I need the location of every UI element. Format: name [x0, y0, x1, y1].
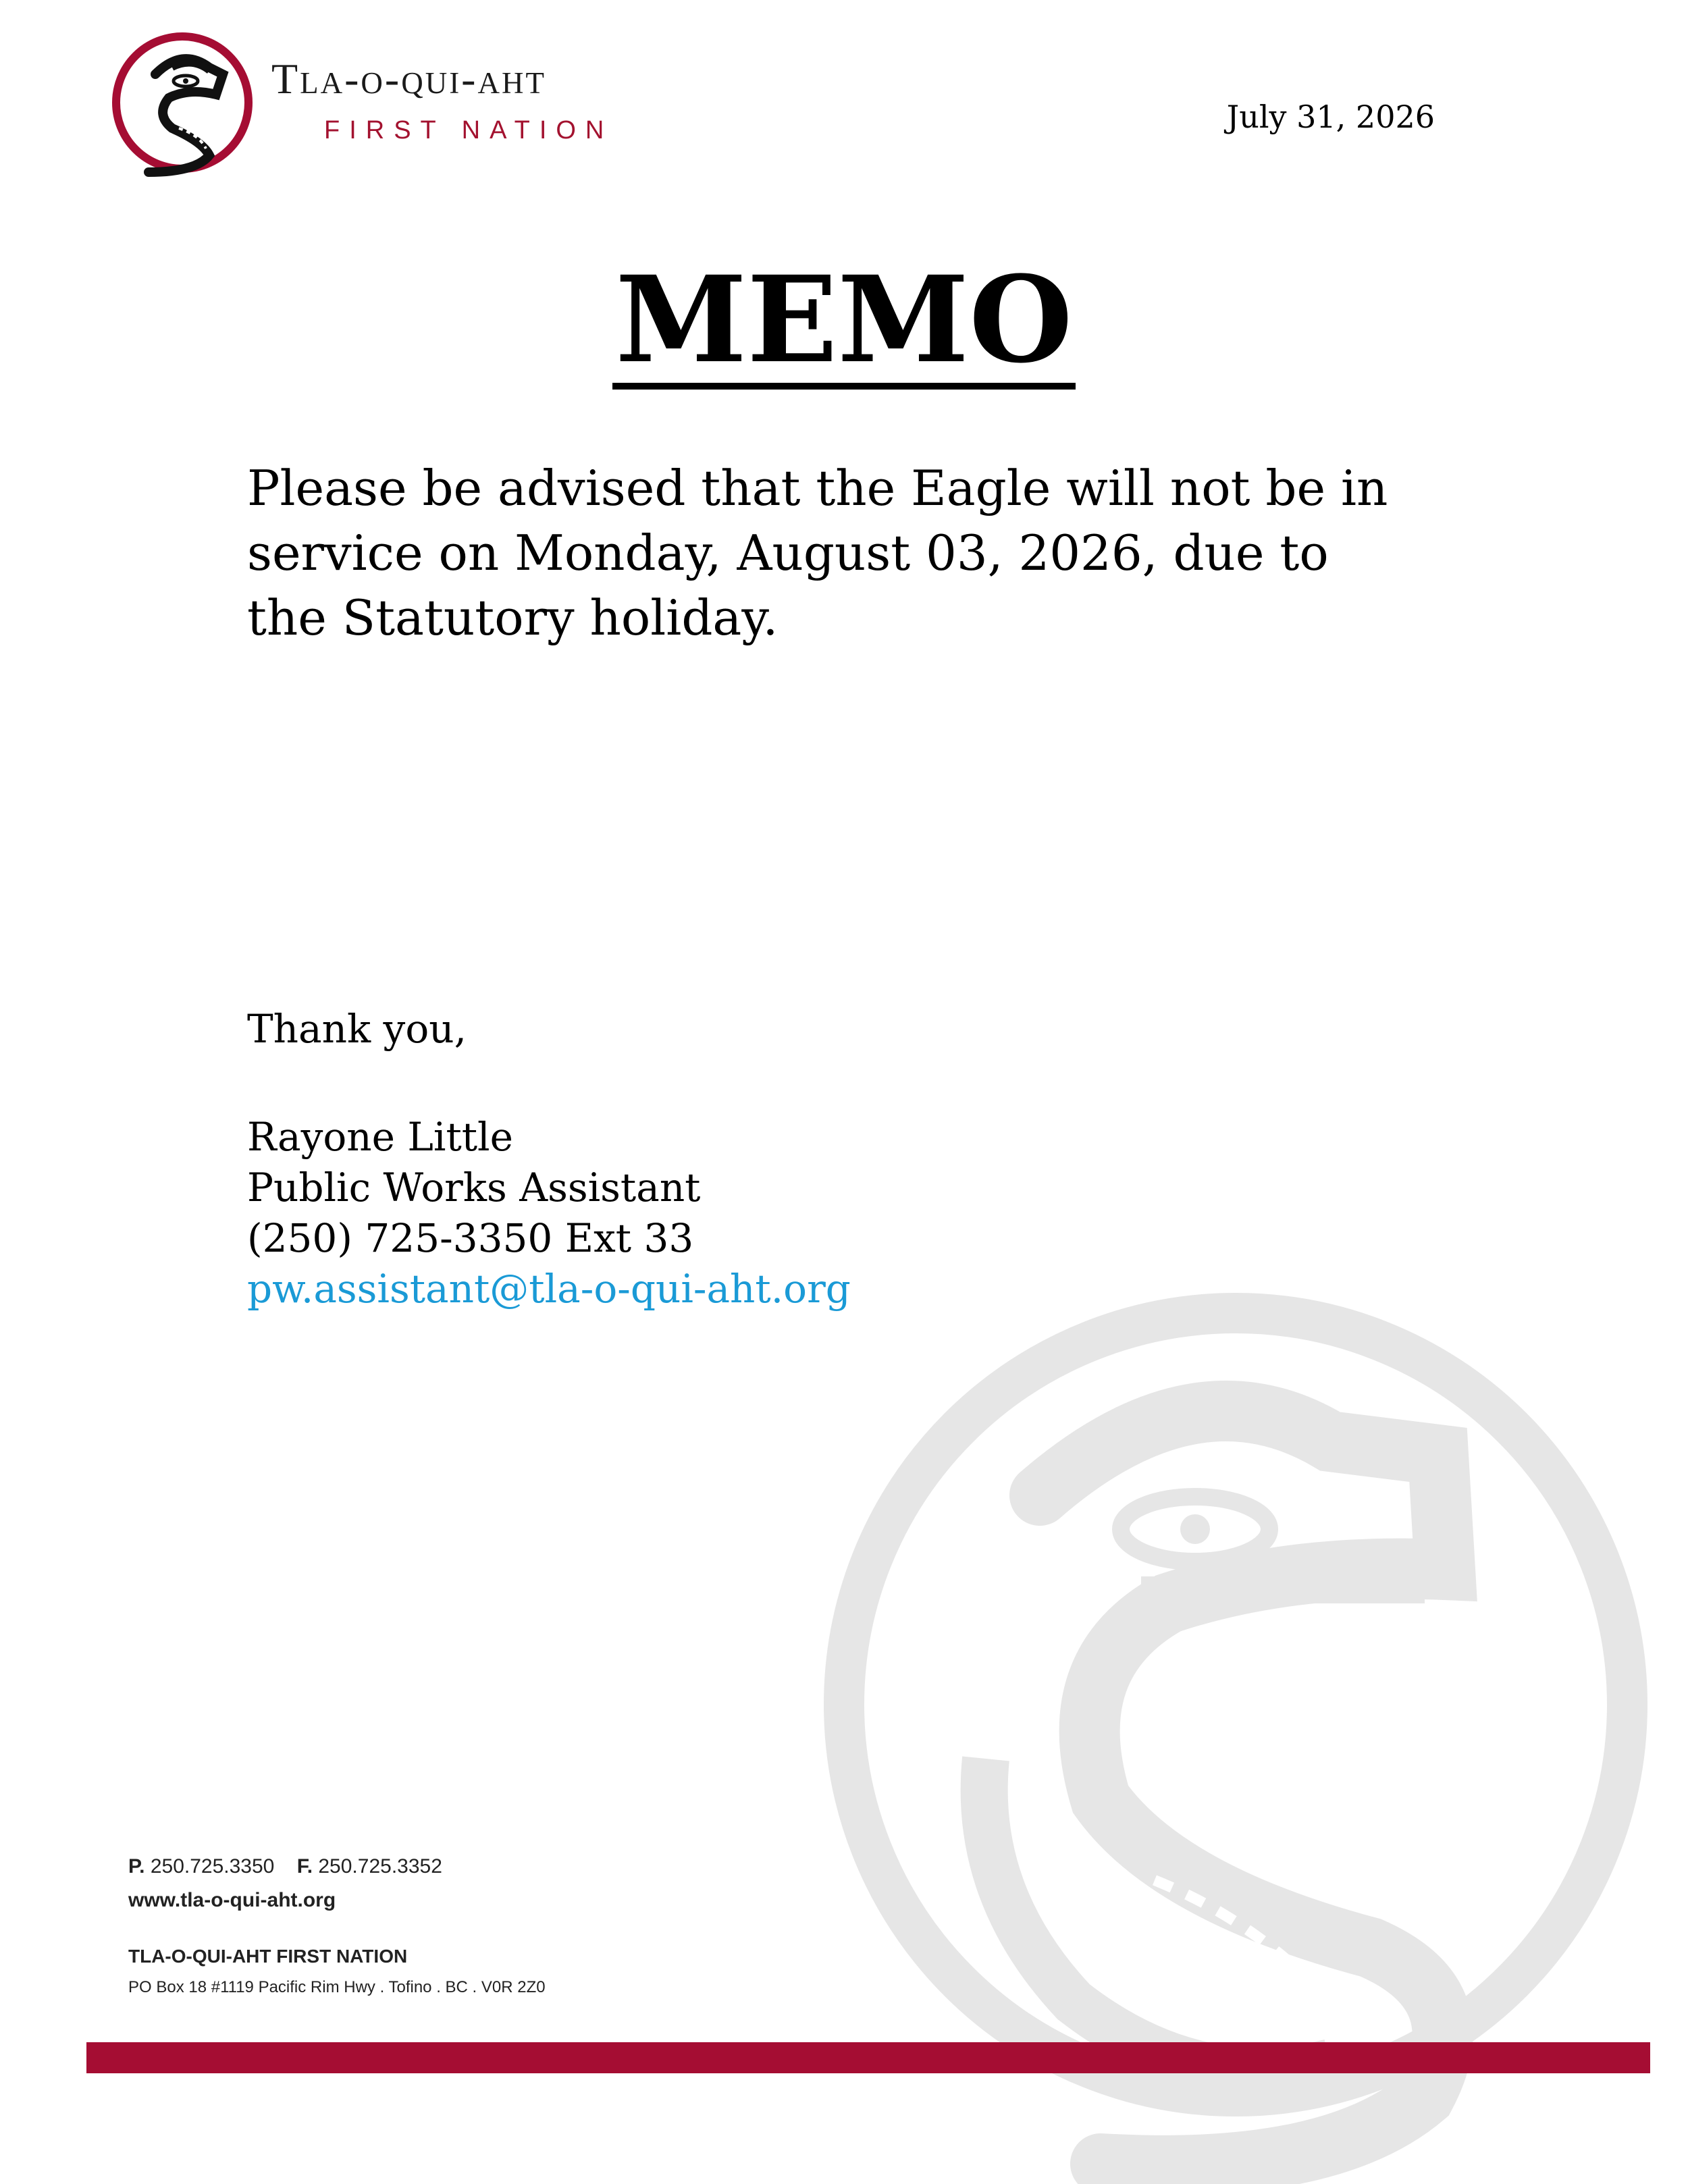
signature-role: Public Works Assistant: [247, 1165, 701, 1210]
signature-name: Rayone Little: [247, 1114, 513, 1160]
footer-fax: 250.725.3352: [318, 1855, 442, 1877]
footer-org-name: TLA-O-QUI-AHT FIRST NATION: [128, 1946, 408, 1967]
org-subtitle: FIRST NATION: [324, 116, 614, 144]
memo-body: Please be advised that the Eagle will not be in service on Monday, August 03, 2026, due to the Statutory holiday.: [247, 460, 1388, 646]
footer-phone: 250.725.3350: [150, 1855, 275, 1877]
memo-title: MEMO: [612, 258, 1075, 390]
footer-phone-line: [128, 1855, 442, 1878]
signature-phone: (250) 725-3350 Ext 33: [247, 1215, 694, 1261]
memo-closing: Thank you,: [247, 1006, 467, 1052]
footer-website-link[interactable]: www.tla-o-qui-aht.org: [128, 1889, 336, 1911]
footer-bar: [86, 2042, 1650, 2073]
footer-address: PO Box 18 #1119 Pacific Rim Hwy . Tofino . BC . V0R 2Z0: [128, 1978, 546, 1996]
footer-phone-prefix: P.: [128, 1855, 145, 1877]
memo-title-container: [0, 250, 1688, 390]
serpent-logo-icon: [108, 27, 257, 182]
memo-date: July 31, 2026: [1226, 99, 1435, 135]
org-name: Tla-o-qui-aht: [271, 55, 546, 103]
footer-fax-prefix: F.: [296, 1855, 313, 1877]
signature-email-link[interactable]: pw.assistant@tla-o-qui-aht.org: [247, 1266, 851, 1312]
